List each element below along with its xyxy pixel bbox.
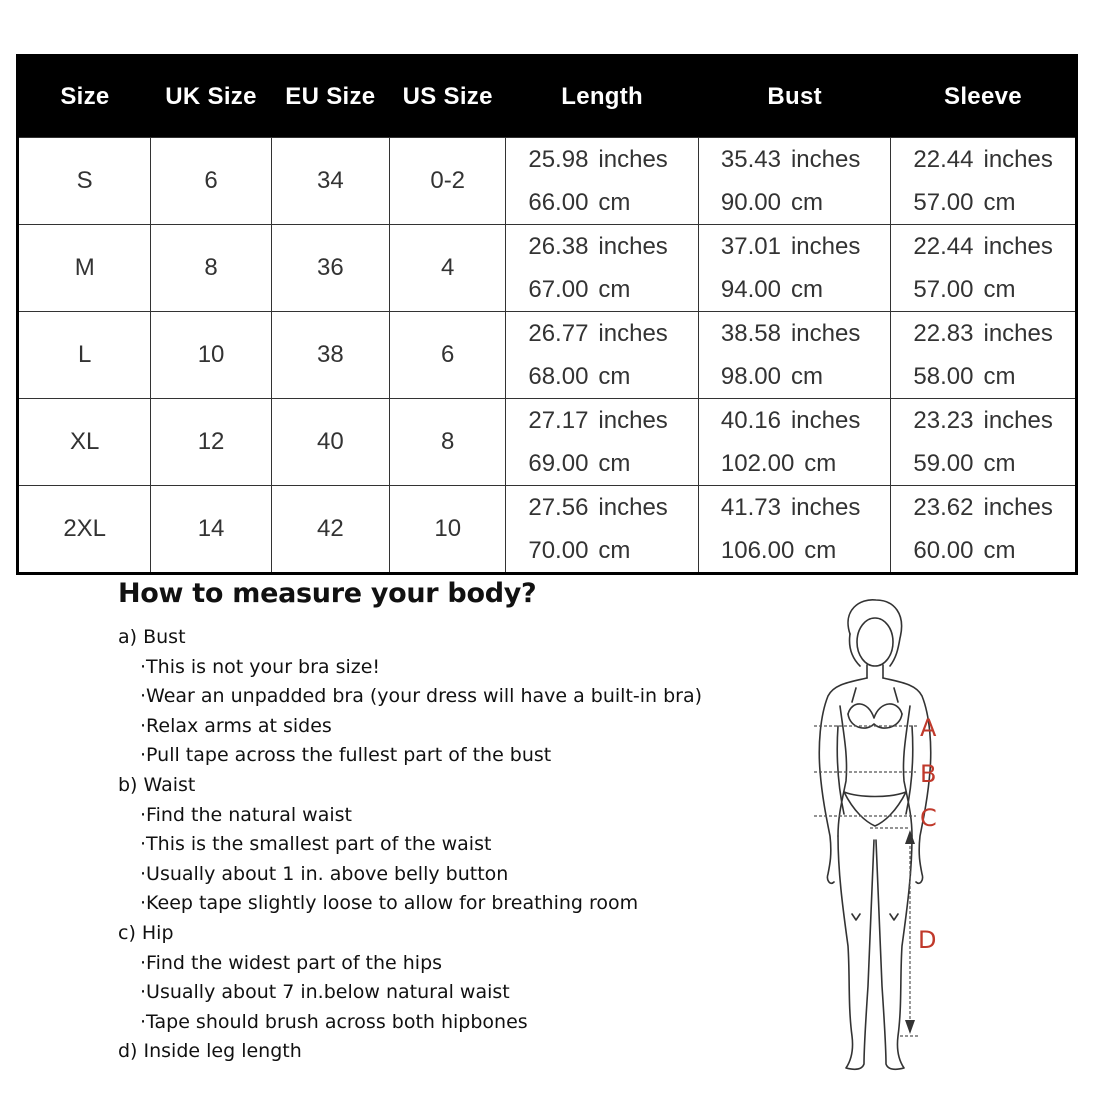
bust-inches-unit: inches <box>790 494 861 521</box>
bust-inches-unit: inches <box>790 407 861 434</box>
sleeve-inches-value: 23.62 <box>913 494 974 521</box>
length-cell <box>506 486 699 574</box>
sleeve-cm-unit: cm <box>983 363 1016 390</box>
bust-inches-line <box>721 138 891 181</box>
sleeve-inches-value: 23.23 <box>913 407 974 434</box>
sleeve-inches-line <box>913 399 1075 442</box>
length-inches-line <box>528 138 698 181</box>
table-row <box>18 399 1077 486</box>
bust-cm-unit: cm <box>790 276 823 303</box>
sleeve-cm-unit: cm <box>983 537 1016 564</box>
measure-section-heading: c) Hip <box>118 921 174 944</box>
sleeve-inches-line <box>913 225 1075 268</box>
bust-cm-unit: cm <box>790 189 823 216</box>
bust-cell <box>698 138 891 225</box>
sleeve-cm-unit: cm <box>983 450 1016 477</box>
length-cell <box>506 312 699 399</box>
length-inches-line <box>528 225 698 268</box>
measure-section-heading: b) Waist <box>118 773 196 796</box>
bust-cell <box>698 312 891 399</box>
bust-inches-unit: inches <box>790 320 861 347</box>
length-inches-unit: inches <box>598 233 668 260</box>
sleeve-cm-unit: cm <box>983 189 1016 216</box>
us-size-cell: 0-2 <box>390 138 506 225</box>
us-size-cell: 8 <box>390 399 506 486</box>
sleeve-inches-unit: inches <box>983 494 1053 521</box>
sleeve-inches-line <box>913 312 1075 355</box>
bust-inches-line <box>721 312 891 355</box>
header-bust: Bust <box>698 56 891 138</box>
eu-size-cell: 40 <box>271 399 389 486</box>
table-row <box>18 225 1077 312</box>
table-row <box>18 312 1077 399</box>
length-inches-value: 27.56 <box>528 494 589 521</box>
length-cm-unit: cm <box>598 276 631 303</box>
label-d: D <box>918 926 937 954</box>
measure-bullet: ·Wear an unpadded bra (your dress will have a built-in bra) <box>140 685 703 708</box>
bust-inches-line <box>721 399 891 442</box>
bust-cm-line <box>721 529 891 572</box>
length-inches-line <box>528 399 698 442</box>
bust-cm-value: 90.00 <box>720 189 781 216</box>
measure-bullet: ·Keep tape slightly loose to allow for breathing room <box>140 892 639 915</box>
length-cm-unit: cm <box>598 363 631 390</box>
us-size-cell: 10 <box>390 486 506 574</box>
measure-bullet: ·Pull tape across the fullest part of the bust <box>140 744 552 767</box>
bust-cm-value: 106.00 <box>720 537 795 564</box>
size-cell: M <box>18 225 151 312</box>
length-cell <box>506 225 699 312</box>
uk-size-cell: 6 <box>151 138 271 225</box>
sleeve-inches-value: 22.44 <box>913 233 974 260</box>
length-cm-line <box>528 529 698 572</box>
length-cm-value: 69.00 <box>528 450 589 477</box>
length-inches-unit: inches <box>598 494 668 521</box>
measure-bullet: ·This is the smallest part of the waist <box>140 833 492 856</box>
bust-inches-value: 41.73 <box>720 494 781 521</box>
uk-size-cell: 14 <box>151 486 271 574</box>
sleeve-cm-line <box>913 268 1075 311</box>
bust-cm-line <box>721 181 891 224</box>
length-inches-value: 27.17 <box>528 407 589 434</box>
sleeve-cell <box>891 399 1077 486</box>
measure-title: How to measure your body? <box>118 578 537 609</box>
length-cm-line <box>528 181 698 224</box>
us-size-cell: 6 <box>390 312 506 399</box>
measure-bullet: ·Usually about 7 in.below natural waist <box>140 981 510 1004</box>
header-length: Length <box>506 56 699 138</box>
length-inches-unit: inches <box>598 320 668 347</box>
header-sleeve: Sleeve <box>891 56 1077 138</box>
length-cm-unit: cm <box>598 537 631 564</box>
measure-bullet: ·This is not your bra size! <box>140 655 381 678</box>
label-c: C <box>920 804 937 832</box>
bust-cm-value: 94.00 <box>720 276 781 303</box>
uk-size-cell: 8 <box>151 225 271 312</box>
measure-guide <box>118 578 758 1067</box>
sleeve-inches-value: 22.44 <box>913 146 974 173</box>
length-cm-value: 68.00 <box>528 363 589 390</box>
size-chart-table <box>16 54 1078 575</box>
length-cell <box>506 138 699 225</box>
measure-bullet: ·Find the natural waist <box>140 803 352 826</box>
length-inches-line <box>528 486 698 529</box>
sleeve-cm-value: 60.00 <box>913 537 974 564</box>
sleeve-cm-value: 57.00 <box>913 189 974 216</box>
sleeve-inches-value: 22.83 <box>913 320 974 347</box>
bust-inches-line <box>721 225 891 268</box>
sleeve-cm-line <box>913 355 1075 398</box>
measure-bullet: ·Tape should brush across both hipbones <box>140 1010 528 1033</box>
sleeve-inches-unit: inches <box>983 320 1053 347</box>
uk-size-cell: 10 <box>151 312 271 399</box>
length-cm-value: 66.00 <box>528 189 589 216</box>
bust-cm-unit: cm <box>804 537 837 564</box>
us-size-cell: 4 <box>390 225 506 312</box>
body-outline <box>819 600 930 1069</box>
bust-inches-value: 35.43 <box>720 146 781 173</box>
length-cm-value: 67.00 <box>528 276 589 303</box>
arrow-down-icon <box>905 1020 915 1034</box>
bust-cm-unit: cm <box>804 450 837 477</box>
sleeve-cm-value: 58.00 <box>913 363 974 390</box>
bust-inches-value: 37.01 <box>720 233 781 260</box>
sleeve-cell <box>891 312 1077 399</box>
bust-cm-unit: cm <box>790 363 823 390</box>
sleeve-inches-unit: inches <box>983 407 1053 434</box>
measure-bullet: ·Usually about 1 in. above belly button <box>140 862 509 885</box>
length-cm-line <box>528 355 698 398</box>
sleeve-cell <box>891 225 1077 312</box>
bust-inches-value: 38.58 <box>720 320 781 347</box>
bust-inches-unit: inches <box>790 233 861 260</box>
length-cm-line <box>528 442 698 485</box>
size-cell: S <box>18 138 151 225</box>
label-b: B <box>920 760 937 788</box>
length-inches-unit: inches <box>598 146 668 173</box>
size-cell: 2XL <box>18 486 151 574</box>
length-cm-unit: cm <box>598 450 631 477</box>
sleeve-cm-line <box>913 181 1075 224</box>
eu-size-cell: 36 <box>271 225 389 312</box>
length-inches-value: 26.38 <box>528 233 589 260</box>
eu-size-cell: 42 <box>271 486 389 574</box>
arrow-up-icon <box>905 830 915 844</box>
measure-bullet: ·Find the widest part of the hips <box>140 951 443 974</box>
measure-bullet: ·Relax arms at sides <box>140 714 332 737</box>
measure-section-heading: d) Inside leg length <box>118 1040 302 1063</box>
header-uk-size: UK Size <box>151 56 271 138</box>
bust-inches-line <box>721 486 891 529</box>
length-cell <box>506 399 699 486</box>
size-cell: XL <box>18 399 151 486</box>
sleeve-cell <box>891 138 1077 225</box>
table-row <box>18 138 1077 225</box>
sleeve-cm-value: 59.00 <box>913 450 974 477</box>
table-header-row <box>18 56 1077 138</box>
bust-cell <box>698 486 891 574</box>
length-inches-value: 25.98 <box>528 146 589 173</box>
header-eu-size: EU Size <box>271 56 389 138</box>
length-inches-line <box>528 312 698 355</box>
table-row <box>18 486 1077 574</box>
bust-cm-value: 98.00 <box>720 363 781 390</box>
bust-cell <box>698 225 891 312</box>
bust-cell <box>698 399 891 486</box>
bust-cm-line <box>721 355 891 398</box>
measure-section-heading: a) Bust <box>118 626 186 648</box>
length-cm-unit: cm <box>598 189 631 216</box>
body-measurement-figure <box>790 596 960 1076</box>
sleeve-cm-line <box>913 442 1075 485</box>
header-us-size: US Size <box>390 56 506 138</box>
bust-inches-value: 40.16 <box>720 407 781 434</box>
sleeve-cm-line <box>913 529 1075 572</box>
length-cm-value: 70.00 <box>528 537 589 564</box>
length-inches-value: 26.77 <box>528 320 589 347</box>
bust-cm-line <box>721 442 891 485</box>
bust-inches-unit: inches <box>790 146 861 173</box>
bust-cm-value: 102.00 <box>720 450 795 477</box>
eu-size-cell: 38 <box>271 312 389 399</box>
sleeve-cell <box>891 486 1077 574</box>
sleeve-inches-line <box>913 486 1075 529</box>
sleeve-cm-value: 57.00 <box>913 276 974 303</box>
uk-size-cell: 12 <box>151 399 271 486</box>
label-a: A <box>920 714 937 742</box>
size-cell: L <box>18 312 151 399</box>
sleeve-inches-line <box>913 138 1075 181</box>
length-inches-unit: inches <box>598 407 668 434</box>
sleeve-cm-unit: cm <box>983 276 1016 303</box>
length-cm-line <box>528 268 698 311</box>
header-size: Size <box>18 56 151 138</box>
bust-cm-line <box>721 268 891 311</box>
sleeve-inches-unit: inches <box>983 233 1053 260</box>
measure-list <box>118 623 758 1067</box>
sleeve-inches-unit: inches <box>983 146 1053 173</box>
eu-size-cell: 34 <box>271 138 389 225</box>
